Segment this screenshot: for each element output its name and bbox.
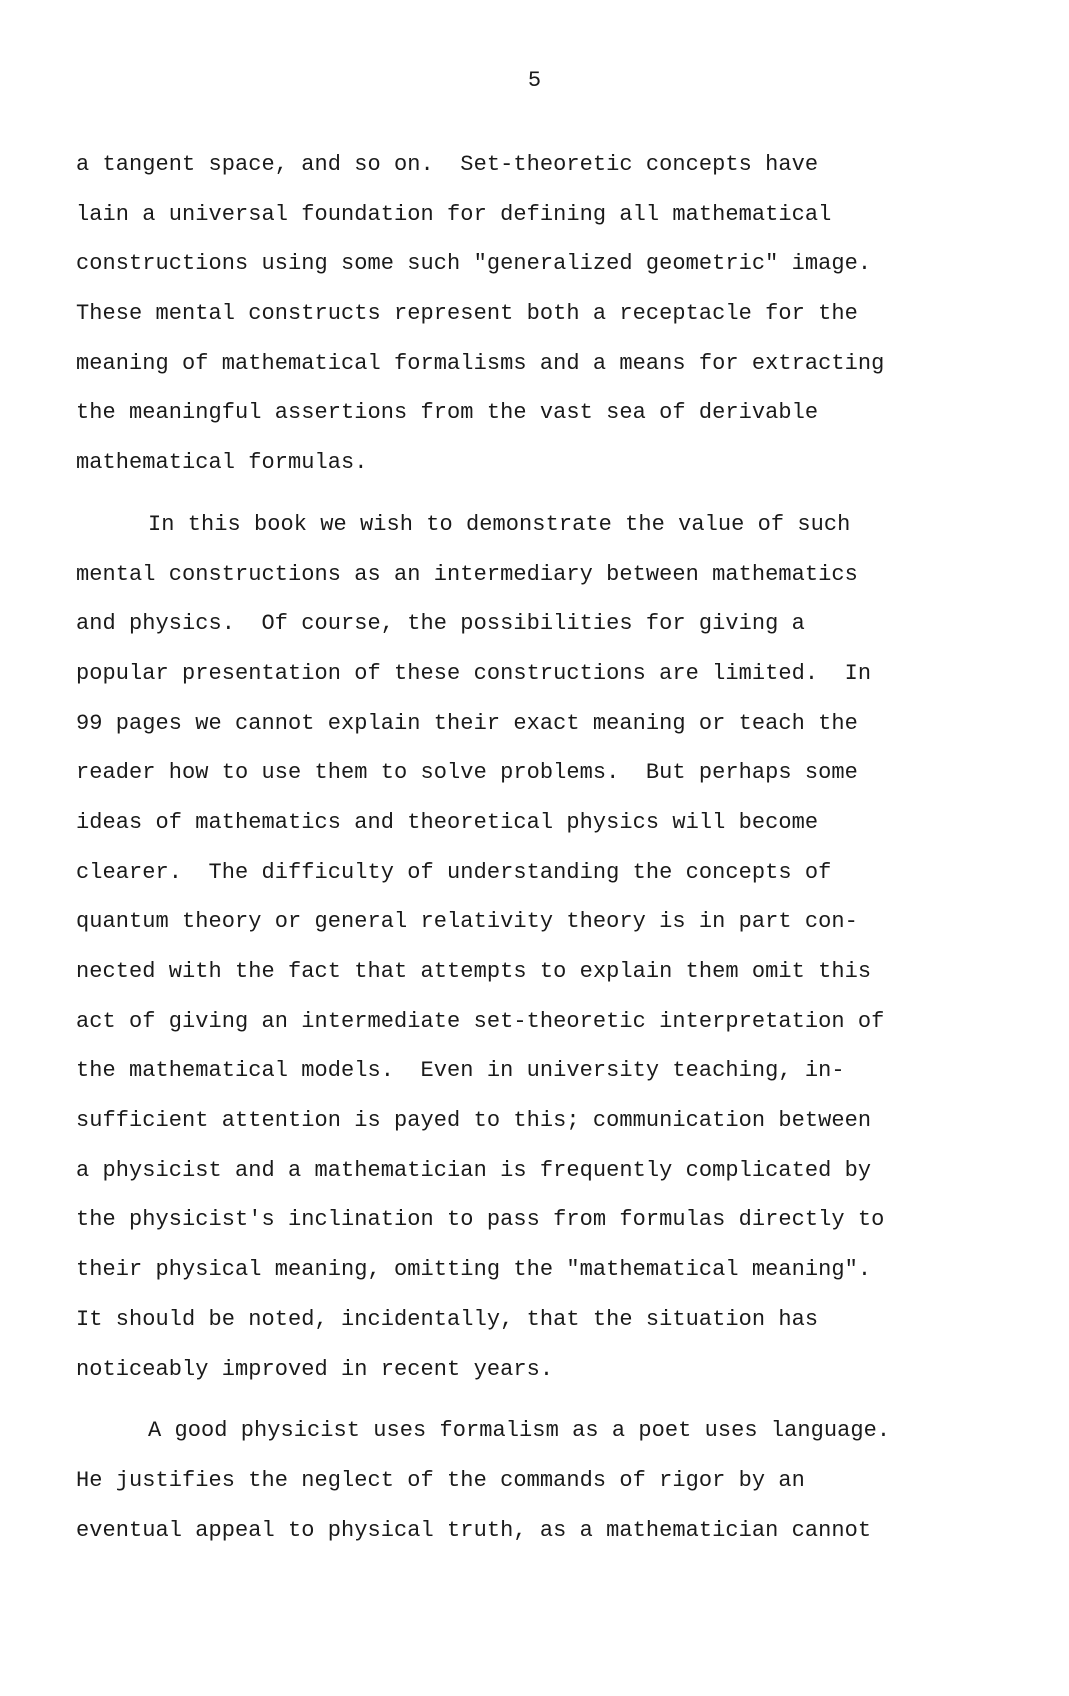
text-line: their physical meaning, omitting the "mathematical meaning". — [76, 1257, 872, 1283]
text-line: and physics. Of course, the possibilities for giving a — [76, 611, 805, 637]
text-line: the meaningful assertions from the vast sea of derivable — [76, 400, 819, 426]
text-line: mental constructions as an intermediary between mathematics — [76, 561, 858, 587]
text-line: noticeably improved in recent years. — [76, 1356, 554, 1382]
text-line: nected with the fact that attempts to explain them omit this — [76, 959, 872, 984]
paragraph-1 — [76, 140, 1016, 488]
text-line: eventual appeal to physical truth, as a mathematician cannot — [76, 1517, 872, 1543]
text-line: 99 pages we cannot explain their exact meaning or teach the — [76, 710, 858, 736]
text-line: mathematical formulas. — [76, 450, 368, 476]
text-line: He justifies the neglect of the commands of rigor by an — [76, 1467, 805, 1493]
text-line: a physicist and a mathematician is frequently complicated by — [76, 1157, 872, 1183]
text-line: sufficient attention is payed to this; communication between — [76, 1108, 872, 1134]
text-line: lain a universal foundation for defining all mathematical — [76, 201, 832, 227]
body-text — [76, 140, 1016, 1555]
text-line: a tangent space, and so on. Set-theoretic concepts have — [76, 152, 819, 177]
text-line: clearer. The difficulty of understanding the concepts of — [76, 859, 832, 885]
text-line: act of giving an intermediate set-theoretic interpretation of — [76, 1008, 885, 1034]
text-line: In this book we wish to demonstrate the value of such — [148, 511, 851, 537]
text-line: the physicist's inclination to pass from formulas directly to — [76, 1207, 885, 1233]
page-number: 5 — [527, 68, 542, 93]
text-line: meaning of mathematical formalisms and a means for extracting — [76, 350, 885, 376]
text-line: These mental constructs represent both a receptacle for the — [76, 301, 858, 327]
text-line: It should be noted, incidentally, that the situation has — [76, 1306, 819, 1332]
text-line: constructions using some such "generalized geometric" image. — [76, 251, 872, 277]
paragraph-3 — [76, 1406, 1016, 1555]
text-line: quantum theory or general relativity theory is in part con- — [76, 909, 858, 935]
text-line: popular presentation of these constructions are limited. In — [76, 660, 872, 686]
text-line: A good physicist uses formalism as a poet uses language. — [148, 1418, 891, 1444]
text-line: the mathematical models. Even in university teaching, in- — [76, 1058, 845, 1084]
paragraph-2 — [76, 500, 1016, 1394]
text-line: ideas of mathematics and theoretical physics will become — [76, 809, 819, 835]
text-line: reader how to use them to solve problems. But perhaps some — [76, 760, 858, 786]
